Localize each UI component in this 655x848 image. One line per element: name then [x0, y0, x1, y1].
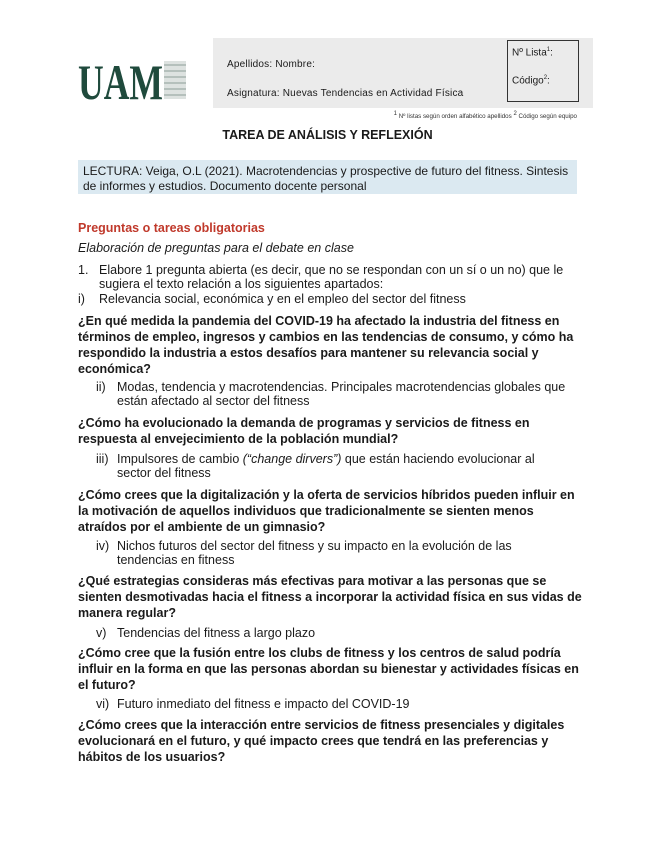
- topic-roman: iii): [96, 452, 109, 466]
- surname-name-label: Apellidos: Nombre:: [227, 59, 316, 70]
- reading-box: [78, 160, 577, 194]
- topic-roman: iv): [96, 539, 110, 553]
- student-header: [213, 38, 593, 108]
- logo-text: UAM: [78, 55, 163, 105]
- question-answer-iii: ¿Cómo crees que la digitalización y la oferta de servicios híbridos pueden influir en la motivación de aquellos individuos que tradicionalmente se sienten menos atraídos por el ambiente de un gimnasio?: [78, 488, 575, 534]
- id-box: [507, 40, 579, 102]
- uam-logo: [78, 55, 188, 105]
- page-title: TAREA DE ANÁLISIS Y REFLEXIÓN: [222, 128, 433, 142]
- topic-roman: v): [96, 626, 107, 640]
- question-answer-ii: ¿Cómo ha evolucionado la demanda de programas y servicios de fitness en respuesta al envejecimiento de la población mundial?: [78, 416, 530, 446]
- question-answer-vi: ¿Cómo crees que la interacción entre servicios de fitness presenciales y digitales evolucionará en el futuro, y qué impacto crees que tendrá en las preferencias y hábitos de los usuarios?: [78, 718, 565, 764]
- reading-reference: LECTURA: Veiga, O.L (2021). Macrotendencias y prospective de futuro del fitness. Sintesis de informes y estudios. Documento docente personal: [83, 164, 569, 193]
- topic-text: Modas, tendencia y macrotendencias. Principales macrotendencias globales que están afectado al sector del fitness: [117, 380, 566, 408]
- task-number: 1.: [78, 263, 89, 277]
- topic-roman: i): [78, 292, 85, 306]
- topic-roman: ii): [96, 380, 106, 394]
- header-footnote: $^1$ Nº listas según orden alfabético apellidos $^2$ Código según equipo: [393, 111, 577, 121]
- task-text: Elabore 1 pregunta abierta (es decir, que no se respondan con un sí o un no) que le sugiera el texto relación a los siguientes apartados:: [99, 263, 564, 291]
- topic-text: Futuro inmediato del fitness e impacto del COVID-19: [117, 697, 410, 711]
- list-number-label: Nº Lista$^1$:: [512, 47, 553, 59]
- topic-text: Impulsores de cambio (“change dirvers”) que están haciendo evolucionar al sector del fitness: [117, 452, 535, 480]
- section-heading: Preguntas o tareas obligatorias: [78, 221, 265, 235]
- section-subheading: Elaboración de preguntas para el debate en clase: [78, 241, 354, 255]
- topic-text: Nichos futuros del sector del fitness y su impacto en la evolución de las tendencias en fitness: [117, 539, 512, 567]
- topic-text: Relevancia social, económica y en el empleo del sector del fitness: [99, 292, 466, 306]
- code-label: Código$^2$:: [512, 75, 550, 87]
- question-answer-i: ¿En qué medida la pandemia del COVID-19 ha afectado la industria del fitness en términos de empleo, ingresos y cambios en las tendencias de consumo, y cómo ha respondido la industria a estos desafíos para mantener su relevancia social y económica?: [78, 314, 574, 376]
- question-answer-v: ¿Cómo cree que la fusión entre los clubs de fitness y los centros de salud podría influir en la forma en que las personas abordan su bienestar y actividades físicas en el futuro?: [78, 646, 579, 692]
- topic-text: Tendencias del fitness a largo plazo: [117, 626, 316, 640]
- logo-pattern: [164, 61, 186, 99]
- question-answer-iv: ¿Qué estrategias consideras más efectivas para motivar a las personas que se sienten desmotivadas hacia el fitness a incorporar la actividad física en sus vidas de manera regular?: [78, 574, 582, 620]
- subject-label: Asignatura: Nuevas Tendencias en Actividad Física: [227, 88, 464, 99]
- topic-roman: vi): [96, 697, 110, 711]
